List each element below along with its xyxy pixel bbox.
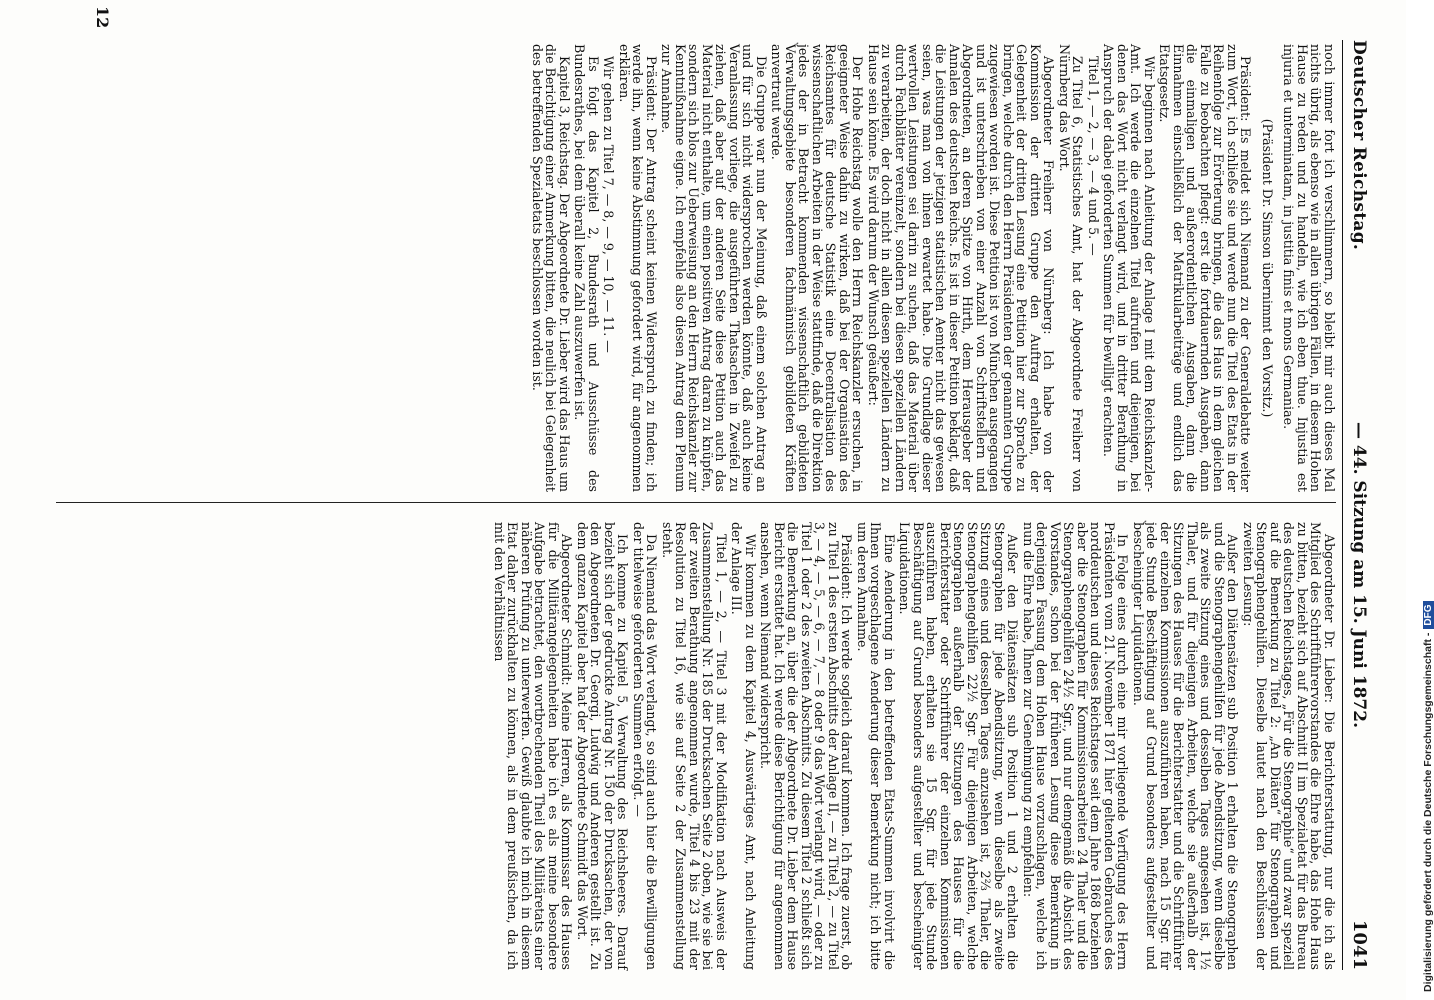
- session-title: — 44. Sitzung am 15. Juni 1872.: [1349, 422, 1369, 728]
- paragraph: Außer den Diätensätzen sub Position 1 und 2 erhalten die Stenographen für jede Abendsitzung, wenn dieselbe als zweite Sitzung eines und desselben Tages anzusehen ist, 2⅔ Thaler, die Stenographengehilfen 22½ Sgr. Für diejenigen Arbeiten, welche Stenographen außerhalb der Sitzungen des Hauses für die Berichterstatter oder Schriftführer der einzelnen Kommissionen auszuführen haben, erhalten sie 15 Sgr. für jede Stunde Beschäftigung auf Grund besonders aufgestellter und bescheinigter Liquidationen.: [897, 522, 1021, 970]
- paragraph: Abgeordneter Schmidt: Meine Herren, als Kommissar des Hauses für die Militärangelegenheiten habe ich es als meine besondere Aufgabe betrachtet, den wortbrechenden Theil des Militäretats einer näheren Prüfung zu unterwerfen. Gewiß glaubte ich mich in diesem Etat daher zurückhalten zu können, als in dem preußischen, da ich mit den Verhältnissen: [492, 522, 575, 970]
- credit-text: Digitalisierung gefördert durch die Deutsche Forschungsgemeinschaft -: [1422, 632, 1434, 992]
- paragraph: Abgeordneter Dr. Lieber: Die Berichterstattung, nur die ich als Mitglied des Schriftführervorstandes die Ehre habe, das Hohe Haus zu bitten, bezieht sich auf Abschnitt II im Spezialetat für das Bureau des deutschen Reichstages, „Für die Stenographie“ und zwar speziell auf die Bemerkung zu Titel 2: „An Diäten“ für Stenographen und Stenographengehilfen. Dieselbe lautet nach den Beschlüssen der zweiten Lesung:: [1241, 522, 1337, 970]
- paragraph: Zu Titel 6, Statistisches Amt, hat der Abgeordnete Freiherr von Nürnberg das Wort.: [1057, 44, 1086, 492]
- left-column: [46, 44, 1336, 492]
- paragraph: Die Gruppe war nun der Meinung, daß einem solchen Antrag an und für sich nicht widersprochen werden könnte, daß auch keine Veranlassung vorliege, die ausgeführten Thatsachen in Zweifel zu ziehen, daß aber auf der anderen Seite diese Petition auch das Material nicht enthalte, um einen positiven Antrag daran zu knüpfen, sondern sich blos zur Ueberweisung an den Herrn Reichskanzler zur Kenntnißnahme eigne. Ich empfehle also diesen Antrag dem Plenum zur Annahme.: [659, 44, 769, 492]
- paragraph: Kapitel 3, Reichstag. Der Abgeordnete Dr. Lieber wird das Haus um die Berichtigung einer Anmerkung bitten, die neulich bei Gelegenheit des betreffenden Spezialetats beschlossen worden ist.: [530, 44, 572, 492]
- paragraph: Abgeordneter Freiherr von Nürnberg: Ich habe von der Kommission der dritten Gruppe den Auftrag erhalten, der Gelegenheit der dritten Lesung eine Petition hier zur Sprache zu bringen, welche durch den Herrn Präsidenten der genannten Gruppe zugewiesen worden ist. Diese Petition ist von München ausgegangen und ist unterschrieben von einer Anzahl von Schriftstellern und Abgeordneten, an deren Spitze von Hirth, dem Herausgeber der Annalen des deutschen Reichs. Es ist in dieser Petition beklagt, daß die Leistungen der jetzigen statistischen Aemter nicht das gewesen seien, was man von ihnen erwartet habe. Die Grundlage dieser wertvollen Leistungen sei darin zu suchen, daß das Material über durch Fachblätter vereinzelt, sondern bei diesen speziellen Ländern zu verarbeiten, der doch nicht in allen diesen speziellen Ländern zu Hause sein könne. Es wird darum der Wunsch geäußert:: [866, 44, 1057, 492]
- paragraph: Präsident: Es meldet sich Niemand zu der Generaldebatte weiter zum Wort, ich schließe sie und werde nun die Titel des Etats in der Reihenfolge zur Erörterung bringen, die das Haus in dem gleichen Falle zu beobachten pflegt: erst die fortdauernden Ausgaben, dann die einmaligen und außerordentlichen Ausgaben, dann die Einnahmen einschließlich der Matrikularbeiträge und endlich das Etatsgesetz.: [1157, 44, 1254, 492]
- paragraph: Eine Aenderung in den betreffenden Etats-Summen involvirt die Ihnen vorgeschlagene Aenderung dieser Bemerkung nicht; ich bitte um deren Annahme.: [855, 522, 897, 970]
- paragraph: In Folge eines durch eine mir vorliegende Verfügung des Herrn Präsidenten vom 21. November 1871 hier geltenden Gebrauches des norddeutschen und dieses Reichstages seit dem Jahre 1868 beziehen aber die Stenographen für Kommissionsarbeiten 24 Thaler und die Stenographengehilfen 24½ Sgr., und nur demgemäß die Absicht des Vorstandes, schon bei der früheren Lesung diese Bemerkung in derjenigen Fassung dem Hohen Hause vorzuschlagen, welche ich nun die Ehre habe, Ihnen zur Genehmigung zu empfehlen:: [1021, 522, 1131, 970]
- paragraph: Der Hohe Reichstag wolle den Herrn Reichskanzler ersuchen, in geeigneter Weise dahin zu wirken, daß bei der Organisation des Reichsamtes für deutsche Statistik eine Decentralisation des wissenschaftlichen Arbeiten in der Weise stattfinde, daß die Direktion jedes der in Betracht kommenden wissenschaftlich gebildeten Verwaltungsgebiete besonderen fachmännisch gebildeten Kräften anvertraut werde.: [769, 44, 866, 492]
- paragraph: Präsident: Der Antrag scheint keinen Widerspruch zu finden; ich werde ihn, wenn keine Abstimmung gefordert wird, für angenommen erklären.: [617, 44, 659, 492]
- dfg-logo: DFG: [1423, 602, 1434, 629]
- paragraph: Ich komme zu Kapitel 5, Verwaltung des Reichsheeres. Darauf bezieht sich der gedruckte Antrag Nr. 150 der Drucksachen, der von den Abgeordneten Dr. Georgi, Ludwig und Anderen gestellt ist. Zu dem ganzen Kapitel aber hat der Abgeordnete Schmidt das Wort.: [575, 522, 631, 970]
- column-divider: [56, 502, 1336, 503]
- journal-title: Deutscher Reichstag.: [1349, 40, 1369, 251]
- paragraph: Titel 1, — 2, — 3, — 4 und 5. —: [1086, 56, 1101, 256]
- paragraph: Außer den Diätensätzen sub Position 1 erhalten die Stenographen und die Stenographengehilfen für jede Abendsitzung, wenn dieselbe als zweite Sitzung eines und desselben Tages angesehen ist, 1½ Thaler, und für diejenigen Arbeiten, welche sie außerhalb der Sitzungen des Hauses für die Berichterstatter und die Schriftführer der einzelnen Kommissionen auszuführen haben, nach 15 Sgr. für jede Stunde Beschäftigung auf Grund besonders aufgestellter und bescheinigter Liquidationen.: [1131, 522, 1241, 970]
- paragraph: Wir kommen zu dem Kapitel 4, Auswärtiges Amt, nach Anleitung der Anlage III.: [729, 522, 758, 970]
- paragraph: Wir gehen zu Titel 7, — 8, — 9, — 10, — 11. —: [601, 56, 617, 353]
- paragraph: (Präsident Dr. Simson übernimmt den Vorsitz.): [1260, 118, 1275, 418]
- margin-number: 12: [93, 6, 112, 29]
- paragraph: Da Niemand das Wort verlangt, so sind auch hier die Bewilligungen der titelweise geforderten Summen erfolgt. —: [631, 522, 660, 970]
- paragraph: Titel 1, — 2, — Titel 3 mit der Modifikation nach Ausweis der Zusammenstellung Nr. 185 der Drucksachen Seite 2 oben, wie sie bei der zweiten Berathung angenommen wurde, Titel 4 bis 23 mit der Resolution zu Titel 16, wie sie auf Seite 2 der Zusammenstellung steht.: [660, 522, 729, 970]
- paragraph: Präsident: Ich werde sogleich darauf kommen. Ich frage zuerst, ob zu Titel 1 des ersten Abschnitts der Anlage II, — zu Titel 2, — zu Titel 3, — 4, — 5, — 6, — 7, — 8 oder 9 das Wort verlangt wird, — oder zu Titel 1 oder 2 des zweiten Abschnitts. Zu diesem Titel 2 schließt sich die Bemerkung an, über die der Abgeordnete Dr. Lieber dem Hause Bericht erstattet hat. Ich werde diese Berichtigung für angenommen ansehen, wenn Niemand widerspricht.: [758, 522, 855, 970]
- paragraph: Wir beginnen nach Anleitung der Anlage I mit dem Reichskanzler-Amt. Ich werde die einzelnen Titel aufrufen und diejenigen, bei denen das Wort nicht verlangt wird, und in dritter Berathung in Anspruch der dabei geforderten Summen für bewilligt erachten.: [1101, 44, 1157, 492]
- page-number: 1041: [1349, 919, 1370, 970]
- page-header: [1342, 40, 1382, 970]
- right-column: [46, 522, 1336, 970]
- paragraph: Es folgt das Kapitel 2, Bundesrath und Ausschüsse des Bundesrathes, bei dem überall keine Zahl auszuwerfen ist.: [572, 44, 601, 492]
- paragraph: noch immer fort ich verschlimmern, so bleibt mir auch dieses Mal nichts übrig, als ebenso wie in allen übrigen Fällen, in diesem Hohen Hause zu reden und zu handeln, wie ich eben thue. Injustia est injuria et unterminatam, in justitia finis et mons Germaniae.: [1281, 44, 1337, 492]
- credit-line: [1422, 602, 1434, 993]
